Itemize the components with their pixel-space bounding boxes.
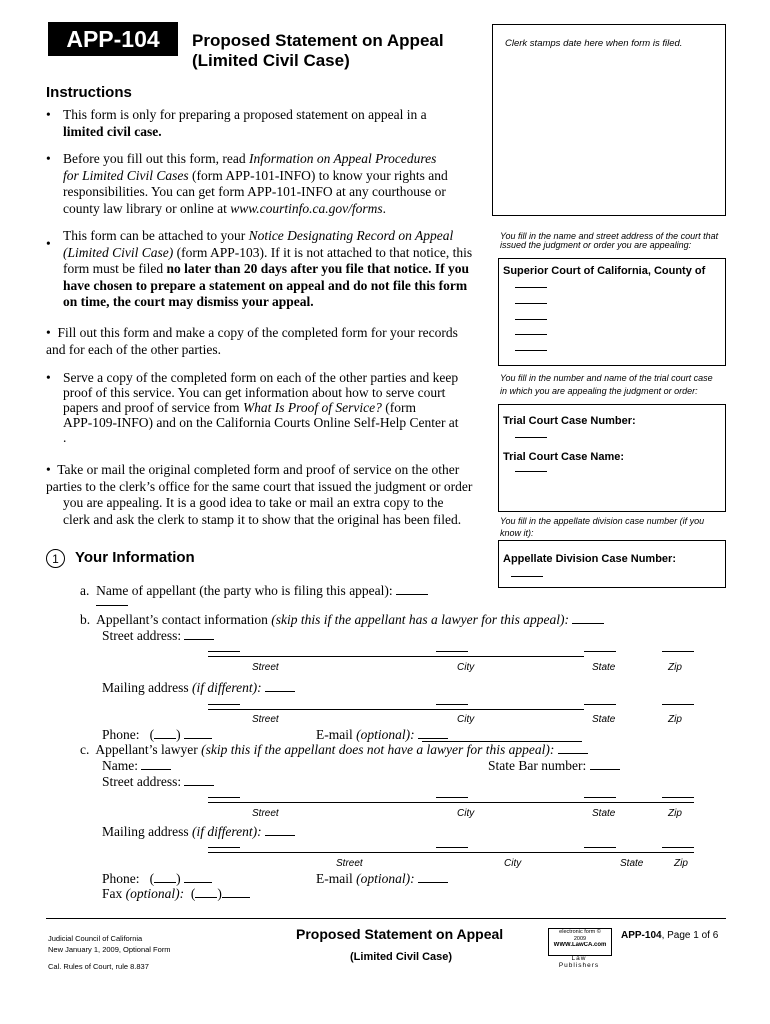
zip-line-4[interactable] [662, 847, 694, 848]
bullet: • [46, 462, 51, 477]
lawyer-fax-row: Fax (optional): ( ) [102, 886, 250, 903]
email-input[interactable] [418, 728, 448, 739]
lawyer-phone-number-input[interactable] [184, 872, 212, 883]
street-underline-1 [208, 656, 584, 657]
city-line-1[interactable] [436, 651, 468, 652]
caption-city: City [457, 808, 475, 819]
phone-area-code-input[interactable] [154, 728, 176, 739]
caption-street: Street [252, 662, 279, 673]
lawyer-row: c. Appellant’s lawyer (skip this if the appellant does not have a lawyer for this appeal): [80, 742, 588, 759]
trial-number-line [515, 437, 547, 438]
state-line-3[interactable] [584, 797, 616, 798]
bullet: • [46, 236, 51, 251]
footer-left: Judicial Council of California New January 1, 2009, Optional Form Cal. Rules of Court, rule 8.837 [48, 934, 171, 971]
footer-rule [46, 918, 726, 919]
zip-line-3[interactable] [662, 797, 694, 798]
mailing-address-input[interactable] [265, 681, 295, 692]
state-bar-row: State Bar number: [488, 758, 620, 775]
caption-street: Street [252, 714, 279, 725]
appellate-hint: You fill in the appellate division case number (if you know it): [500, 516, 705, 538]
court-label: Superior Court of California, County of [503, 265, 706, 277]
footer-title: Proposed Statement on Appeal [296, 926, 504, 942]
caption-state: State [592, 808, 616, 819]
caption-zip: Zip [668, 714, 682, 725]
appellant-name-row: a. Name of appellant (the party who is filing this appeal): [80, 583, 428, 600]
instruction-6: • Take or mail the original completed form and proof of service on the other parties to the clerk’s office for the same court that issued the judgment or order you are appealing. It is a good idea to take or mail an extra copy to the clerk and ask the clerk to stamp it to show that the original has been filed. [46, 462, 473, 527]
section-number-badge: 1 [46, 549, 65, 568]
caption-zip: Zip [668, 808, 682, 819]
contact-info-input[interactable] [572, 613, 604, 624]
phone-number-input[interactable] [184, 728, 212, 739]
caption-city: City [504, 858, 522, 869]
lawyer-street-input[interactable] [184, 775, 214, 786]
street-line-2a[interactable] [208, 704, 240, 705]
street-line-4a[interactable] [208, 847, 240, 848]
state-line-4[interactable] [584, 847, 616, 848]
caption-city: City [457, 714, 475, 725]
bullet: • [46, 325, 51, 340]
trial-name-line [515, 471, 547, 472]
street-address-row: Street address: [102, 628, 214, 645]
footer-subtitle: (Limited Civil Case) [350, 951, 453, 963]
zip-line-2[interactable] [662, 704, 694, 705]
courtinfo-link[interactable]: www.courtinfo.ca.gov/forms [230, 200, 383, 216]
trial-case-box[interactable] [498, 404, 726, 512]
caption-zip: Zip [668, 662, 682, 673]
lawyer-phone-area-input[interactable] [154, 872, 176, 883]
bullet: • [46, 151, 51, 166]
clerk-stamp-box[interactable] [492, 24, 726, 216]
court-hint: You fill in the name and street address of the court that issued the judgment or order you are appealing: [500, 231, 719, 250]
mailing-address-row: Mailing address (if different): [102, 680, 295, 697]
street-address-input[interactable] [184, 629, 214, 640]
state-bar-input[interactable] [590, 759, 620, 770]
page-title: Proposed Statement on Appeal (Limited Civil Case) [192, 31, 444, 70]
caption-state: State [620, 858, 644, 869]
instruction-3: • This form can be attached to your Notice Designating Record on Appeal (Limited Civil Case) (form APP-103). If it is not attached to that notice, this form must be filed no later than 20 days after you file that notice. If you have chosen to prepare a statement on appeal and do not file this form on time, the court may dismiss your appeal. [46, 228, 473, 309]
state-line-1[interactable] [584, 651, 616, 652]
trial-hint: You fill in the number and name of the trial court case in which you are appealing the judgment or order: [500, 373, 713, 396]
caption-street: Street [336, 858, 363, 869]
trial-name-label: Trial Court Case Name: [503, 451, 625, 463]
court-name-line-1 [515, 287, 547, 288]
caption-state: State [592, 662, 616, 673]
section-heading: Your Information [75, 549, 195, 566]
caption-street: Street [252, 808, 279, 819]
email-row: E-mail (optional): [316, 727, 448, 744]
lawyer-email-input[interactable] [418, 872, 448, 883]
appellate-line [511, 576, 543, 577]
trial-number-label: Trial Court Case Number: [503, 415, 636, 427]
contact-info-row: b. Appellant’s contact information (skip this if the appellant has a lawyer for this appeal): [80, 612, 604, 629]
street-underline-2 [208, 709, 584, 710]
lawyer-mailing-row: Mailing address (if different): [102, 824, 295, 841]
lawyer-street-row: Street address: [102, 774, 214, 791]
instruction-2: • Before you fill out this form, read Information on Appeal Procedures for Limited Civil Cases (form APP-101-INFO) to know your rights and responsibilities. You can get form APP-101-INFO at any courthouse or county law library or online at www.courtinfo.ca.gov/forms. [46, 151, 448, 216]
lawca-logo: electronic form © 2009 WWW.LawCA.com [548, 928, 612, 956]
instruction-5: • Serve a copy of the completed form on each of the other parties and keep proof of this service. You can get information about how to serve court papers and proof of service from What Is Proof of Service? (form APP-109-INFO) and on the California Courts Online Self-Help Center at . [46, 370, 459, 445]
lawyer-email-row: E-mail (optional): [316, 871, 448, 888]
court-name-line-3 [515, 319, 547, 320]
street-underline-4 [208, 852, 694, 853]
lawyer-name-row: Name: [102, 758, 171, 775]
lawyer-name-input[interactable] [141, 759, 171, 770]
court-name-box[interactable] [498, 258, 726, 366]
city-line-2[interactable] [436, 704, 468, 705]
appellate-label: Appellate Division Case Number: [503, 553, 676, 565]
bullet: • [46, 107, 51, 122]
court-name-line-5 [515, 350, 547, 351]
caption-city: City [457, 662, 475, 673]
state-line-2[interactable] [584, 704, 616, 705]
street-underline-3 [208, 802, 694, 803]
street-line-1a[interactable] [208, 651, 240, 652]
lawyer-fax-number-input[interactable] [222, 887, 250, 898]
court-name-line-4 [515, 334, 547, 335]
bullet: • [46, 370, 51, 385]
lawyer-mailing-input[interactable] [265, 825, 295, 836]
instructions-heading: Instructions [46, 84, 132, 101]
caption-zip: Zip [674, 858, 688, 869]
street-line-3a[interactable] [208, 797, 240, 798]
court-name-line-2 [515, 303, 547, 304]
lawyer-input[interactable] [558, 743, 588, 754]
page-number: APP-104, Page 1 of 6 [621, 930, 719, 941]
city-line-3[interactable] [436, 797, 468, 798]
phone-row: Phone: ( ) [102, 727, 212, 744]
logo-caption: Law Publishers [558, 955, 600, 969]
appellant-name-line-2[interactable] [96, 605, 128, 606]
instruction-1: • This form is only for preparing a proposed statement on appeal in a limited civil case. [46, 107, 427, 139]
zip-line-1[interactable] [662, 651, 694, 652]
instruction-4: • Fill out this form and make a copy of the completed form for your records and for each of the other parties. [46, 325, 458, 357]
lawyer-phone-row: Phone: ( ) [102, 871, 212, 888]
form-id-badge: APP-104 [48, 22, 178, 56]
caption-state: State [592, 714, 616, 725]
appellant-name-input[interactable] [396, 584, 428, 595]
city-line-4[interactable] [436, 847, 468, 848]
appellate-case-box[interactable] [498, 540, 726, 588]
clerk-note: Clerk stamps date here when form is filed. [505, 38, 683, 49]
lawyer-fax-area-input[interactable] [195, 887, 217, 898]
